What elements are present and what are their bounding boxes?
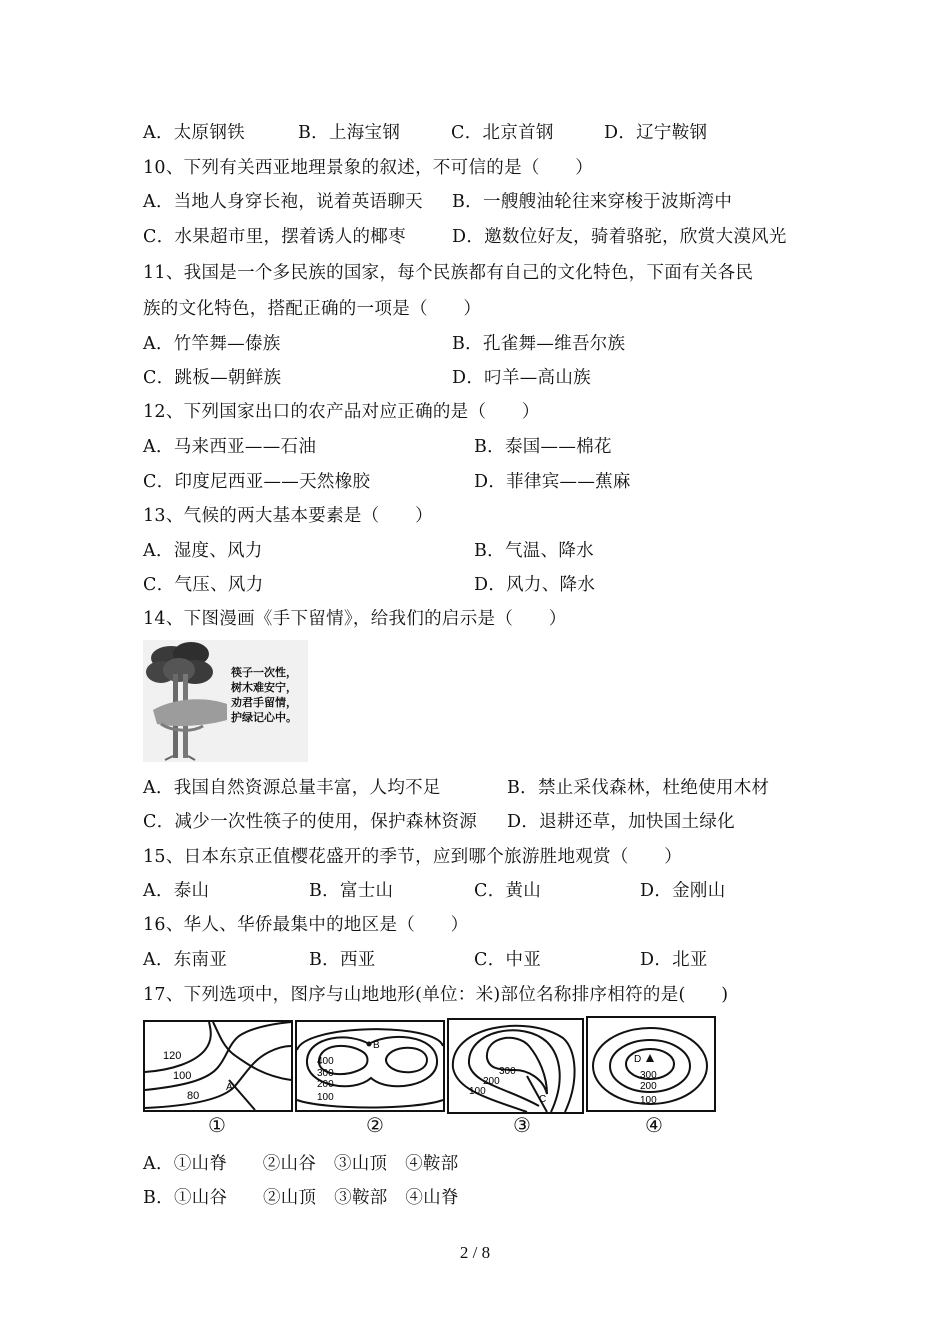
q12-option-d: D．菲律宾——蕉麻 bbox=[474, 472, 631, 492]
q9-option-b: B．上海宝钢 bbox=[298, 123, 401, 143]
map4-contour-300: 300 bbox=[640, 1070, 657, 1081]
map1-contour-120: 120 bbox=[163, 1050, 182, 1062]
q15-stem: 15、日本东京正值樱花盛开的季节，应到哪个旅游胜地观赏（ ） bbox=[143, 847, 683, 867]
q15-option-b: B．富士山 bbox=[309, 881, 394, 901]
contour-map-3 bbox=[447, 1018, 584, 1114]
q17-option-b: B．①山谷 ②山顶 ③鞍部 ④山脊 bbox=[143, 1188, 459, 1208]
cartoon-line-4: 护绿记心中。 bbox=[231, 711, 297, 724]
q13-option-b: B．气温、降水 bbox=[474, 541, 594, 561]
q12-stem: 12、下列国家出口的农产品对应正确的是（ ） bbox=[143, 402, 540, 422]
q11-option-a: A．竹竿舞—傣族 bbox=[143, 334, 281, 354]
page-number: 2 / 8 bbox=[459, 1243, 491, 1262]
q13-option-a: A．湿度、风力 bbox=[143, 541, 263, 561]
map1-contour-80: 80 bbox=[187, 1090, 200, 1102]
q13-stem: 13、气候的两大基本要素是（ ） bbox=[143, 506, 433, 526]
q14-option-a: A．我国自然资源总量丰富，人均不足 bbox=[143, 778, 441, 798]
q10-option-a: A．当地人身穿长袍，说着英语聊天 bbox=[143, 192, 423, 212]
q16-option-d: D．北亚 bbox=[640, 950, 708, 970]
q14-stem: 14、下图漫画《手下留情》，给我们的启示是（ ） bbox=[143, 609, 567, 629]
q15-option-d: D．金刚山 bbox=[640, 881, 726, 901]
q11-option-b: B．孔雀舞—维吾尔族 bbox=[452, 334, 626, 354]
q15-option-c: C．黄山 bbox=[474, 881, 542, 901]
q12-option-c: C．印度尼西亚——天然橡胶 bbox=[143, 472, 371, 492]
q14-option-d: D．退耕还草，加快国土绿化 bbox=[507, 812, 735, 832]
map2-point-b: B bbox=[373, 1040, 380, 1051]
q14-option-c: C．减少一次性筷子的使用，保护森林资源 bbox=[143, 812, 478, 832]
q11-option-c: C．跳板—朝鲜族 bbox=[143, 368, 282, 388]
map2-contour-200: 200 bbox=[317, 1079, 334, 1090]
map3-label: ③ bbox=[513, 1113, 531, 1137]
map4-label: ④ bbox=[645, 1113, 663, 1137]
q17-option-a: A．①山脊 ②山谷 ③山顶 ④鞍部 bbox=[143, 1154, 459, 1174]
q11-option-d: D．叼羊—高山族 bbox=[452, 368, 591, 388]
contour-map-2 bbox=[295, 1020, 445, 1112]
q16-option-a: A．东南亚 bbox=[143, 950, 228, 970]
map2-contour-400: 400 bbox=[317, 1056, 334, 1067]
q9-option-a: A．太原钢铁 bbox=[143, 123, 245, 143]
q10-stem: 10、下列有关西亚地理景象的叙述，不可信的是（ ） bbox=[143, 158, 594, 178]
contour-map-4 bbox=[586, 1016, 716, 1112]
map4-contour-200: 200 bbox=[640, 1081, 657, 1092]
map3-contour-200: 200 bbox=[483, 1076, 500, 1087]
map2-contour-100: 100 bbox=[317, 1092, 334, 1103]
cartoon-image bbox=[143, 640, 308, 762]
q9-option-d: D．辽宁鞍钢 bbox=[604, 123, 708, 143]
map3-contour-100: 100 bbox=[469, 1086, 486, 1097]
q16-stem: 16、华人、华侨最集中的地区是（ ） bbox=[143, 915, 469, 935]
map2-label: ② bbox=[366, 1113, 384, 1137]
map1-contour-100: 100 bbox=[173, 1070, 192, 1082]
q16-option-c: C．中亚 bbox=[474, 950, 542, 970]
q10-option-c: C．水果超市里，摆着诱人的椰枣 bbox=[143, 227, 406, 247]
map3-contour-300: 300 bbox=[499, 1066, 516, 1077]
map1-point-a: A bbox=[226, 1082, 233, 1093]
cartoon-line-3: 劝君手留情， bbox=[231, 696, 297, 709]
q11-stem-line1: 11、我国是一个多民族的国家，每个民族都有自己的文化特色，下面有关各民 bbox=[143, 263, 754, 283]
q17-stem: 17、下列选项中，图序与山地地形(单位：米)部位名称排序相符的是( ) bbox=[143, 985, 729, 1005]
cartoon-line-1: 筷子一次性， bbox=[231, 666, 297, 679]
map4-point-d: D bbox=[634, 1054, 642, 1065]
map3-point-c: C bbox=[539, 1094, 547, 1105]
map4-contour-100: 100 bbox=[640, 1095, 657, 1106]
cartoon-line-2: 树木难安宁， bbox=[231, 681, 297, 694]
map2-contour-300: 300 bbox=[317, 1068, 334, 1079]
contour-map-1 bbox=[143, 1020, 293, 1112]
q10-option-d: D．邀数位好友，骑着骆驼，欣赏大漠风光 bbox=[452, 227, 787, 247]
q13-option-c: C．气压、风力 bbox=[143, 575, 264, 595]
q9-option-c: C．北京首钢 bbox=[451, 123, 554, 143]
q12-option-a: A．马来西亚——石油 bbox=[143, 437, 317, 457]
q13-option-d: D．风力、降水 bbox=[474, 575, 596, 595]
q16-option-b: B．西亚 bbox=[309, 950, 376, 970]
map1-label: ① bbox=[208, 1113, 226, 1137]
q14-option-b: B．禁止采伐森林，杜绝使用木材 bbox=[507, 778, 770, 798]
q10-option-b: B．一艘艘油轮往来穿梭于波斯湾中 bbox=[452, 192, 733, 212]
q12-option-b: B．泰国——棉花 bbox=[474, 437, 612, 457]
q15-option-a: A．泰山 bbox=[143, 881, 210, 901]
q11-stem-line2: 族的文化特色，搭配正确的一项是（ ） bbox=[143, 299, 482, 319]
